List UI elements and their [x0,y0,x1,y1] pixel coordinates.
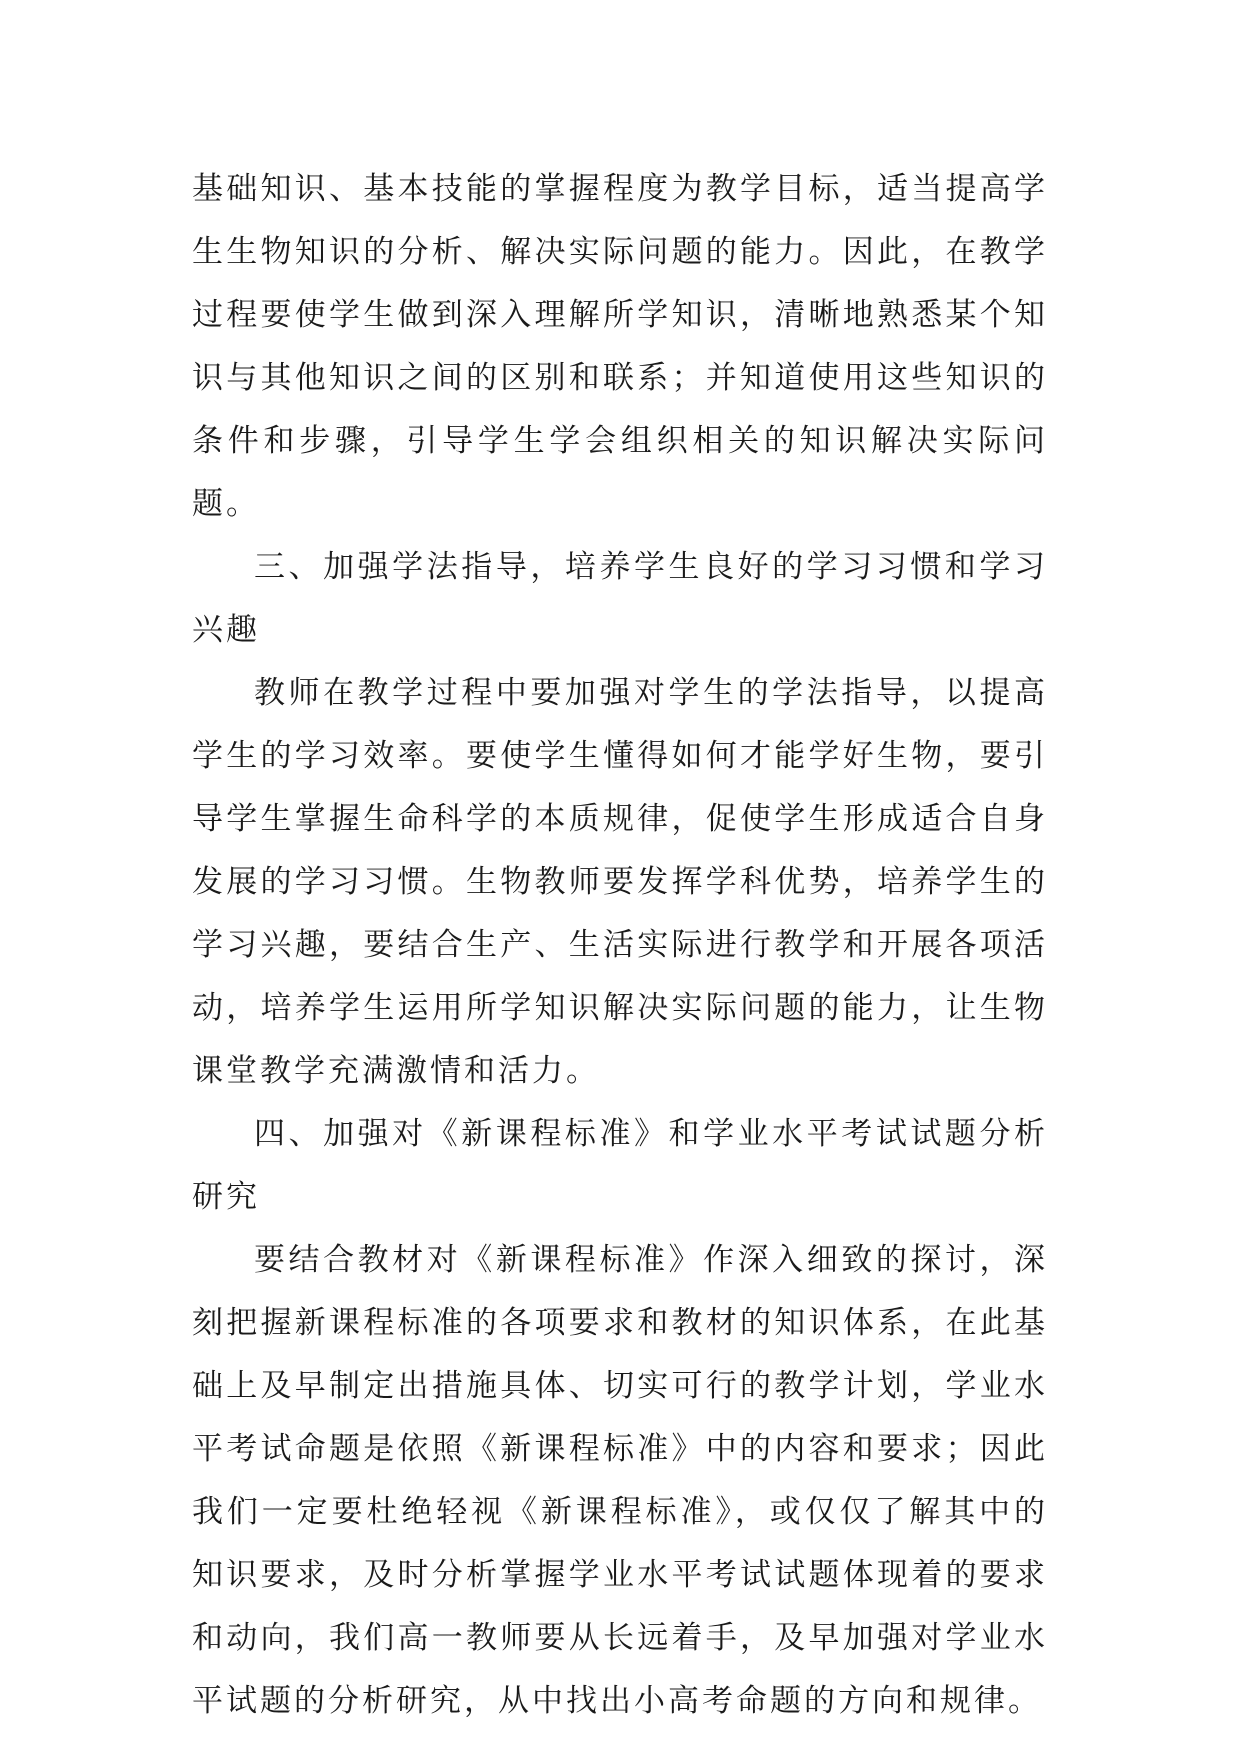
body-paragraph: 要结合教材对《新课程标准》作深入细致的探讨，深刻把握新课程标准的各项要求和教材的知识体系，在此基础上及早制定出措施具体、切实可行的教学计划，学业水平考试命题是依照《新课程标准》中的内容和要求；因此我们一定要杜绝轻视《新课程标准》，或仅仅了解其中的知识要求，及时分析掌握学业水平考试试题体现着的要求和动向，我们高一教师要从长远着手，及早加强对学业水平试题的分析研究，从中找出小高考命题的方向和规律。 [192,1242,1048,1719]
section-heading-3: 三、加强学法指导，培养学生良好的学习习惯和学习兴趣 [192,549,1048,648]
section-heading-4: 四、加强对《新课程标准》和学业水平考试试题分析研究 [192,1116,1048,1215]
document-body [192,158,1048,1733]
body-paragraph-continued: 基础知识、基本技能的掌握程度为教学目标，适当提高学生生物知识的分析、解决实际问题的能力。因此，在教学过程要使学生做到深入理解所学知识，清晰地熟悉某个知识与其他知识之间的区别和联系；并知道使用这些知识的条件和步骤，引导学生学会组织相关的知识解决实际问题。 [192,171,1048,522]
body-paragraph: 教师在教学过程中要加强对学生的学法指导，以提高学生的学习效率。要使学生懂得如何才能学好生物，要引导学生掌握生命科学的本质规律，促使学生形成适合自身发展的学习习惯。生物教师要发挥学科优势，培养学生的学习兴趣，要结合生产、生活实际进行教学和开展各项活动，培养学生运用所学知识解决实际问题的能力，让生物课堂教学充满激情和活力。 [192,675,1048,1089]
